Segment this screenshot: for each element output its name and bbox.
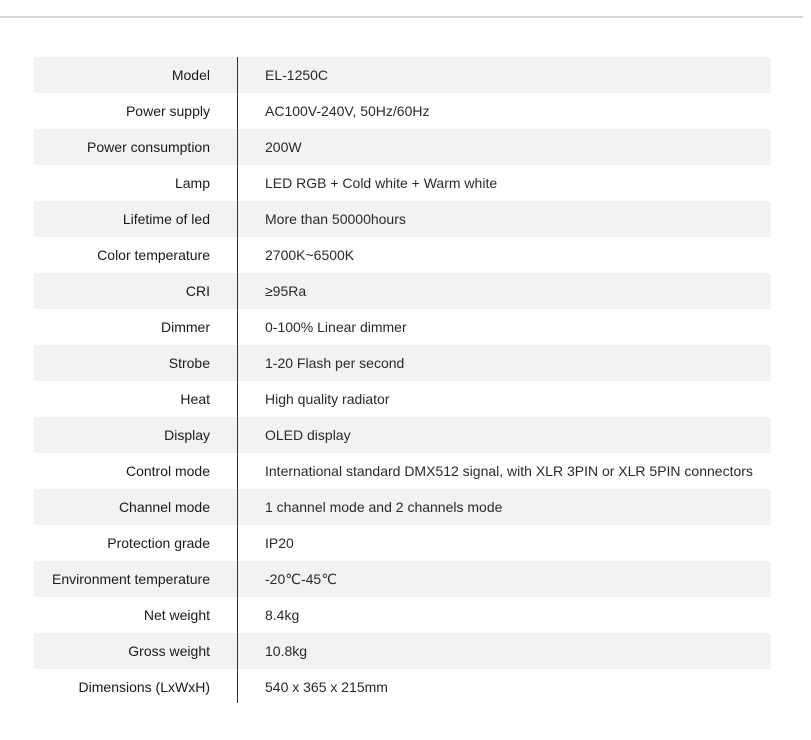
spec-label: Lifetime of led xyxy=(122,211,210,227)
spec-label: Heat xyxy=(180,391,210,407)
spec-label: Lamp xyxy=(174,175,210,191)
spec-value: 1-20 Flash per second xyxy=(265,355,405,371)
spec-label: Dimmer xyxy=(161,319,210,335)
spec-value: 2700K~6500K xyxy=(265,247,355,263)
spec-label: Power consumption xyxy=(87,139,210,155)
spec-label: CRI xyxy=(185,283,210,299)
spec-value: 1 channel mode and 2 channels mode xyxy=(265,499,503,515)
spec-value: IP20 xyxy=(265,535,294,551)
spec-value: 0-100% Linear dimmer xyxy=(265,319,407,335)
spec-label: Control mode xyxy=(125,463,210,479)
spec-row-gross-weight xyxy=(34,633,771,669)
spec-value: ≥95Ra xyxy=(265,283,307,299)
spec-label: Environment temperature xyxy=(52,571,210,587)
spec-label: Channel mode xyxy=(118,499,210,515)
top-divider xyxy=(0,16,803,18)
spec-row-heat xyxy=(34,381,771,417)
spec-value: International standard DMX512 signal, with XLR 3PIN or XLR 5PIN connectors xyxy=(265,463,753,479)
spec-row-control-mode xyxy=(34,453,771,489)
spec-value: AC100V-240V, 50Hz/60Hz xyxy=(265,103,430,119)
spec-value: 540 x 365 x 215mm xyxy=(265,679,388,695)
spec-value: More than 50000hours xyxy=(265,211,406,227)
spec-row-lifetime xyxy=(34,201,771,237)
spec-row-dimensions xyxy=(34,669,771,705)
spec-label: Net weight xyxy=(143,607,210,623)
spec-row-cri xyxy=(34,273,771,309)
spec-row-color-temperature xyxy=(34,237,771,273)
spec-label: Strobe xyxy=(168,355,210,371)
spec-row-environment-temperature xyxy=(34,561,771,597)
spec-value: -20℃-45℃ xyxy=(265,570,337,587)
column-divider xyxy=(237,57,238,703)
spec-label: Display xyxy=(164,427,210,443)
spec-value: 10.8kg xyxy=(265,643,308,659)
spec-row-dimmer xyxy=(34,309,771,345)
spec-row-strobe xyxy=(34,345,771,381)
spec-row-display xyxy=(34,417,771,453)
spec-label: Dimensions (LxWxH) xyxy=(78,679,210,695)
spec-row-channel-mode xyxy=(34,489,771,525)
spec-value: LED RGB + Cold white + Warm white xyxy=(265,175,498,191)
spec-label: Color temperature xyxy=(97,247,210,263)
spec-value: 200W xyxy=(265,139,302,155)
spec-row-protection-grade xyxy=(34,525,771,561)
spec-row-power-supply xyxy=(34,93,771,129)
spec-value: OLED display xyxy=(265,427,351,443)
spec-label: Power supply xyxy=(125,103,210,119)
spec-label: Model xyxy=(171,67,210,83)
spec-row-lamp xyxy=(34,165,771,201)
spec-table xyxy=(34,57,771,705)
spec-row-model xyxy=(34,57,771,93)
spec-value: 8.4kg xyxy=(265,607,300,623)
spec-row-net-weight xyxy=(34,597,771,633)
spec-value: High quality radiator xyxy=(265,391,390,407)
spec-label: Protection grade xyxy=(107,535,210,551)
spec-label: Gross weight xyxy=(128,643,210,659)
spec-row-power-consumption xyxy=(34,129,771,165)
spec-value: EL-1250C xyxy=(265,67,329,83)
